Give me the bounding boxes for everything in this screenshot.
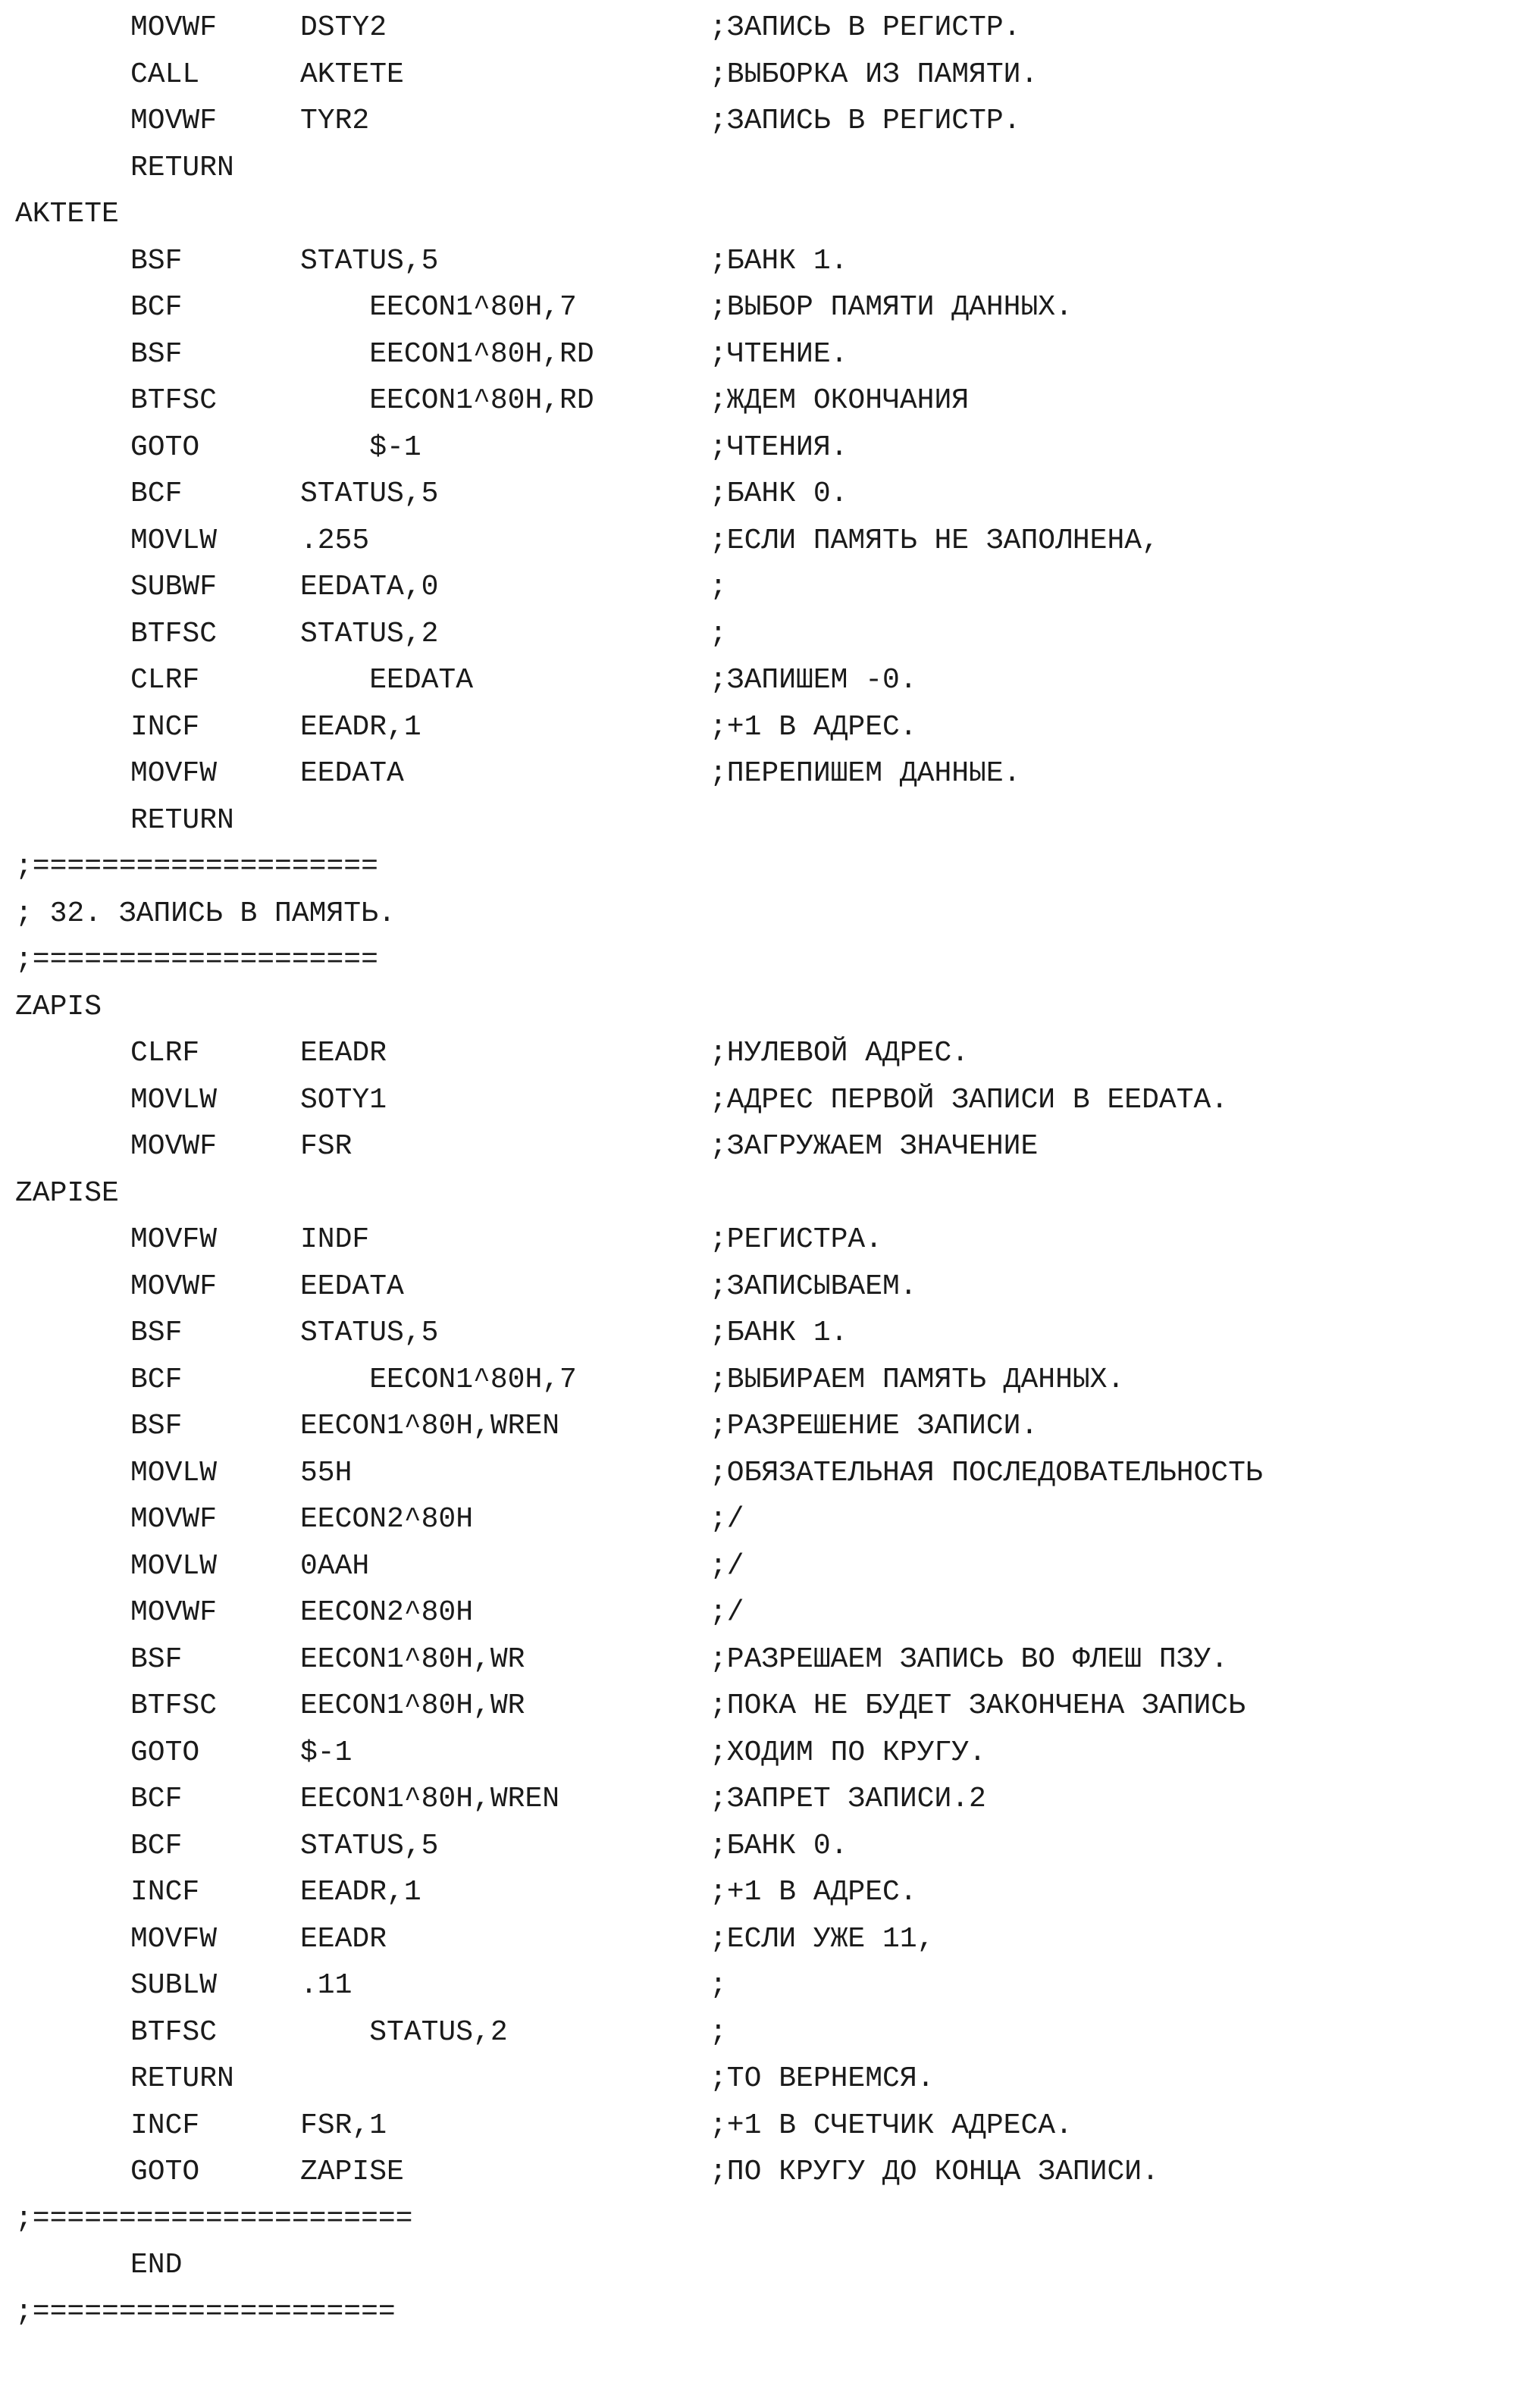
code-line [0, 1030, 1526, 1077]
instruction-mnemonic: MOVWF [130, 11, 218, 44]
line-comment: ;НУЛЕВОЙ АДРЕС. [710, 1037, 970, 1069]
instruction-mnemonic: MOVLW [130, 524, 218, 557]
code-line [0, 1403, 1526, 1450]
code-line [0, 424, 1526, 471]
code-line [0, 1450, 1526, 1497]
instruction-operand: EECON1^80H,RD [300, 384, 594, 417]
label-line [0, 984, 1526, 1031]
instruction-operand: EEDATA [300, 1270, 404, 1303]
instruction-mnemonic: RETURN [130, 151, 234, 184]
instruction-mnemonic: INCF [130, 2109, 200, 2142]
instruction-mnemonic: BTFSC [130, 384, 218, 417]
instruction-operand: EEDATA [300, 757, 404, 790]
code-line [0, 1589, 1526, 1636]
comment-separator: ;==================== [15, 944, 378, 976]
instruction-operand: EEDATA [300, 664, 474, 697]
instruction-mnemonic: MOVLW [130, 1456, 218, 1489]
instruction-operand: STATUS,5 [300, 1829, 439, 1862]
code-line [0, 518, 1526, 565]
line-comment: ;ЕСЛИ ПАМЯТЬ НЕ ЗАПОЛНЕНА, [710, 524, 1159, 557]
instruction-mnemonic: END [130, 2249, 183, 2281]
line-comment: ;ОБЯЗАТЕЛЬНАЯ ПОСЛЕДОВАТЕЛЬНОСТЬ [710, 1456, 1263, 1489]
code-line [0, 1962, 1526, 2009]
code-line [0, 1683, 1526, 1730]
instruction-mnemonic: MOVLW [130, 1083, 218, 1116]
instruction-operand: EECON2^80H [300, 1596, 474, 1629]
label-line [0, 891, 1526, 938]
instruction-mnemonic: BSF [130, 1642, 183, 1676]
instruction-operand: EEADR [300, 1922, 387, 1956]
code-line [0, 1869, 1526, 1916]
instruction-operand: EECON1^80H,RD [300, 337, 594, 371]
line-comment: ;+1 В АДРЕС. [710, 710, 917, 744]
separator-line [0, 2289, 1526, 2336]
instruction-mnemonic: INCF [130, 710, 200, 744]
instruction-mnemonic: MOVWF [130, 105, 218, 137]
line-comment: ;ВЫБИРАЕМ ПАМЯТЬ ДАННЫХ. [710, 1363, 1125, 1396]
instruction-mnemonic: GOTO [130, 431, 200, 464]
code-line [0, 611, 1526, 658]
line-comment: ;БАНК 0. [710, 1829, 848, 1862]
instruction-operand: .11 [300, 1969, 353, 2002]
code-label: AKTETE [15, 198, 119, 230]
line-comment: ;БАНК 0. [710, 478, 848, 510]
line-comment: ;/ [710, 1503, 744, 1536]
code-line [0, 1823, 1526, 1870]
code-line [0, 2242, 1526, 2289]
instruction-operand: 55H [300, 1456, 353, 1489]
code-line [0, 331, 1526, 378]
code-line [0, 2149, 1526, 2196]
line-comment: ;РАЗРЕШЕНИЕ ЗАПИСИ. [710, 1410, 1039, 1442]
line-comment: ;РАЗРЕШАЕМ ЗАПИСЬ ВО ФЛЕШ ПЗУ. [710, 1642, 1229, 1676]
line-comment: ;ЗАГРУЖАЕМ ЗНАЧЕНИЕ [710, 1130, 1039, 1163]
code-label: ZAPIS [15, 990, 102, 1023]
code-line [0, 1077, 1526, 1124]
instruction-operand: EECON1^80H,7 [300, 291, 577, 324]
line-comment: ;ЗАПРЕТ ЗАПИСИ.2 [710, 1783, 986, 1815]
code-line [0, 750, 1526, 797]
line-comment: ;ЗАПИШЕМ -0. [710, 664, 917, 697]
instruction-operand: .255 [300, 524, 370, 557]
code-line [0, 284, 1526, 331]
instruction-operand: EEADR,1 [300, 710, 421, 744]
instruction-mnemonic: BCF [130, 1829, 183, 1862]
code-line [0, 1916, 1526, 1963]
line-comment: ;ЗАПИСЫВАЕМ. [710, 1270, 917, 1303]
instruction-mnemonic: RETURN [130, 803, 234, 837]
instruction-operand: TYR2 [300, 105, 370, 137]
line-comment: ; [710, 617, 727, 650]
instruction-operand: EECON1^80H,WREN [300, 1410, 560, 1442]
line-comment: ;/ [710, 1596, 744, 1629]
comment-separator: ;====================== [15, 2202, 413, 2235]
instruction-mnemonic: SUBLW [130, 1969, 218, 2002]
instruction-mnemonic: RETURN [130, 2062, 234, 2095]
comment-separator: ;==================== [15, 850, 378, 883]
instruction-operand: STATUS,5 [300, 478, 439, 510]
line-comment: ; [710, 571, 727, 603]
instruction-operand: EECON1^80H,WR [300, 1642, 525, 1676]
instruction-operand: $-1 [300, 1736, 353, 1769]
code-line [0, 1357, 1526, 1404]
instruction-operand: EEDATA,0 [300, 571, 439, 603]
instruction-mnemonic: MOVFW [130, 757, 218, 790]
instruction-mnemonic: BSF [130, 337, 183, 371]
line-comment: ;БАНК 1. [710, 244, 848, 277]
code-line [0, 1310, 1526, 1357]
instruction-mnemonic: BCF [130, 1783, 183, 1815]
instruction-mnemonic: BTFSC [130, 617, 218, 650]
instruction-mnemonic: BTFSC [130, 1689, 218, 1722]
line-comment: ;/ [710, 1549, 744, 1583]
code-line [0, 1543, 1526, 1590]
code-line [0, 564, 1526, 611]
instruction-operand: FSR [300, 1130, 353, 1163]
instruction-mnemonic: MOVFW [130, 1223, 218, 1256]
line-comment: ;ХОДИМ ПО КРУГУ. [710, 1736, 986, 1769]
code-line [0, 2056, 1526, 2103]
instruction-mnemonic: MOVWF [130, 1503, 218, 1536]
instruction-mnemonic: CLRF [130, 664, 200, 697]
instruction-mnemonic: BSF [130, 1410, 183, 1442]
instruction-mnemonic: CALL [130, 58, 200, 91]
line-comment: ;ТО ВЕРНЕМСЯ. [710, 2062, 935, 2095]
code-line [0, 1636, 1526, 1683]
code-line [0, 471, 1526, 518]
instruction-mnemonic: BSF [130, 1317, 183, 1349]
line-comment: ;ЖДЕМ ОКОНЧАНИЯ [710, 384, 970, 417]
instruction-mnemonic: MOVWF [130, 1270, 218, 1303]
instruction-mnemonic: MOVFW [130, 1922, 218, 1956]
instruction-mnemonic: MOVWF [130, 1130, 218, 1163]
line-comment: ;АДРЕС ПЕРВОЙ ЗАПИСИ В EEDATA. [710, 1083, 1229, 1116]
line-comment: ;БАНК 1. [710, 1317, 848, 1349]
code-line [0, 2103, 1526, 2150]
code-line [0, 1123, 1526, 1170]
label-line [0, 1170, 1526, 1217]
instruction-operand: EECON2^80H [300, 1503, 474, 1536]
instruction-operand: 0AAH [300, 1549, 370, 1583]
line-comment: ;ПЕРЕПИШЕМ ДАННЫЕ. [710, 757, 1021, 790]
instruction-mnemonic: BCF [130, 478, 183, 510]
code-line [0, 5, 1526, 52]
code-line [0, 1217, 1526, 1263]
line-comment: ; [710, 1969, 727, 2002]
instruction-operand: EECON1^80H,WR [300, 1689, 525, 1722]
instruction-operand: EECON1^80H,7 [300, 1363, 577, 1396]
separator-line [0, 2196, 1526, 2243]
instruction-mnemonic: MOVLW [130, 1549, 218, 1583]
instruction-operand: STATUS,5 [300, 1317, 439, 1349]
line-comment: ;ЧТЕНИЕ. [710, 337, 848, 371]
line-comment: ;ПОКА НЕ БУДЕТ ЗАКОНЧЕНА ЗАПИСЬ [710, 1689, 1246, 1722]
line-comment: ;+1 В СЧЕТЧИК АДРЕСА. [710, 2109, 1073, 2142]
line-comment: ;ВЫБОРКА ИЗ ПАМЯТИ. [710, 58, 1039, 91]
code-line [0, 797, 1526, 844]
line-comment: ;ЗАПИСЬ В РЕГИСТР. [710, 11, 1021, 44]
code-line [0, 1776, 1526, 1823]
instruction-mnemonic: SUBWF [130, 571, 218, 603]
instruction-operand: INDF [300, 1223, 370, 1256]
instruction-operand: STATUS,5 [300, 244, 439, 277]
line-comment: ; [710, 2015, 727, 2049]
label-line [0, 191, 1526, 238]
instruction-mnemonic: MOVWF [130, 1596, 218, 1629]
code-line [0, 238, 1526, 285]
instruction-operand: EEADR [300, 1037, 387, 1069]
code-line [0, 98, 1526, 145]
instruction-mnemonic: BCF [130, 291, 183, 324]
instruction-mnemonic: BTFSC [130, 2015, 218, 2049]
code-line [0, 377, 1526, 424]
line-comment: ;ЗАПИСЬ В РЕГИСТР. [710, 105, 1021, 137]
instruction-mnemonic: CLRF [130, 1037, 200, 1069]
instruction-operand: $-1 [300, 431, 421, 464]
code-line [0, 145, 1526, 192]
instruction-operand: DSTY2 [300, 11, 387, 44]
code-line [0, 657, 1526, 704]
instruction-operand: STATUS,2 [300, 2015, 508, 2049]
instruction-operand: AKTETE [300, 58, 404, 91]
instruction-operand: EEADR,1 [300, 1876, 421, 1909]
instruction-mnemonic: BCF [130, 1363, 183, 1396]
instruction-operand: SOTY1 [300, 1083, 387, 1116]
instruction-operand: FSR,1 [300, 2109, 387, 2142]
line-comment: ;+1 В АДРЕС. [710, 1876, 917, 1909]
code-label: ; 32. ЗАПИСЬ В ПАМЯТЬ. [15, 897, 396, 930]
line-comment: ;ЧТЕНИЯ. [710, 431, 848, 464]
instruction-operand: EECON1^80H,WREN [300, 1783, 560, 1815]
code-line [0, 2009, 1526, 2056]
instruction-mnemonic: BSF [130, 244, 183, 277]
instruction-mnemonic: GOTO [130, 1736, 200, 1769]
line-comment: ;ПО КРУГУ ДО КОНЦА ЗАПИСИ. [710, 2156, 1159, 2188]
comment-separator: ;===================== [15, 2295, 396, 2328]
separator-line [0, 937, 1526, 984]
line-comment: ;ВЫБОР ПАМЯТИ ДАННЫХ. [710, 291, 1073, 324]
code-line [0, 1730, 1526, 1777]
code-line [0, 1263, 1526, 1310]
instruction-operand: ZAPISE [300, 2156, 404, 2188]
line-comment: ;ЕСЛИ УЖЕ 11, [710, 1922, 935, 1956]
code-line [0, 1496, 1526, 1543]
line-comment: ;РЕГИСТРА. [710, 1223, 883, 1256]
instruction-mnemonic: GOTO [130, 2156, 200, 2188]
instruction-operand: STATUS,2 [300, 617, 439, 650]
code-line [0, 704, 1526, 751]
separator-line [0, 844, 1526, 891]
instruction-mnemonic: INCF [130, 1876, 200, 1909]
code-label: ZAPISE [15, 1176, 119, 1210]
code-line [0, 52, 1526, 99]
